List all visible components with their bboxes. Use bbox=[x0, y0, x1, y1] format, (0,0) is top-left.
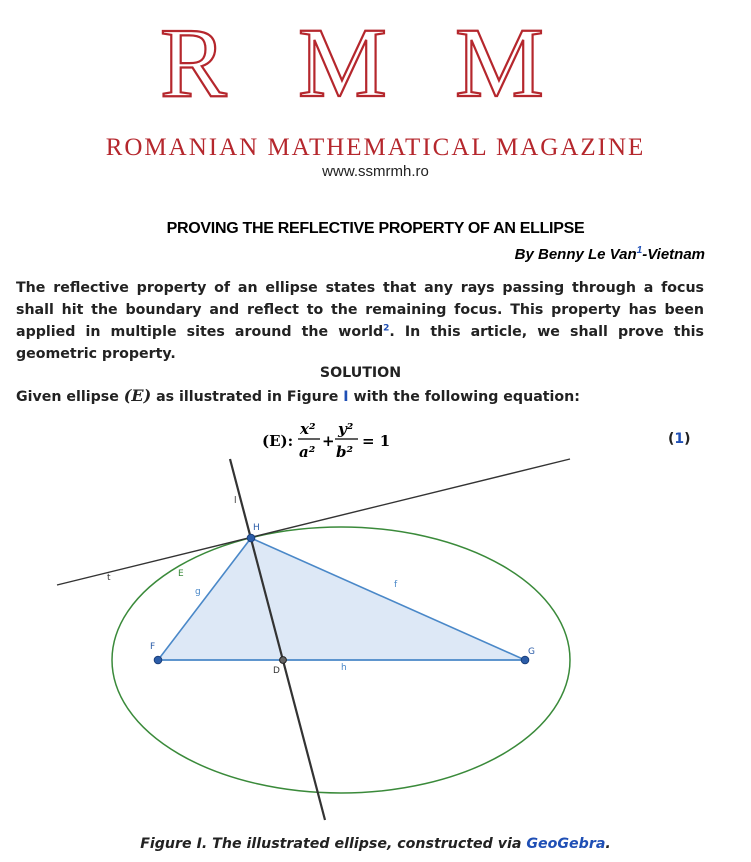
given-line bbox=[16, 386, 580, 405]
magazine-name: ROMANIAN MATHEMATICAL MAGAZINE bbox=[105, 134, 646, 161]
byline-author: By Benny Le Van bbox=[514, 246, 637, 263]
figure-caption bbox=[0, 836, 751, 852]
eq-den2: b² bbox=[336, 443, 354, 461]
solution-heading: SOLUTION bbox=[319, 365, 402, 381]
eq-paren-close: ) bbox=[684, 431, 691, 447]
label-g: g bbox=[195, 587, 201, 597]
eq-lhs: (E): bbox=[262, 432, 294, 450]
byline-country: -Vietnam bbox=[642, 246, 705, 263]
point-f bbox=[154, 656, 162, 664]
label-e: E bbox=[178, 569, 184, 579]
point-h bbox=[247, 534, 255, 542]
intro-paragraph bbox=[16, 277, 704, 365]
label-h-segment: h bbox=[341, 663, 347, 673]
point-g bbox=[521, 656, 529, 664]
geogebra-link[interactable]: GeoGebra bbox=[526, 836, 606, 852]
ellipse-symbol: (E) bbox=[123, 386, 152, 405]
label-t: t bbox=[107, 573, 111, 583]
intro-text-2: . In this article, we shall prove this geometric property. bbox=[16, 324, 704, 362]
given-text-2: as illustrated in Figure bbox=[151, 389, 344, 405]
triangle-fhg bbox=[158, 538, 525, 660]
eq-plus: + bbox=[322, 432, 335, 450]
rmm-logo bbox=[0, 0, 751, 110]
website-link[interactable]: www.ssmrmh.ro bbox=[322, 163, 429, 180]
logo-letter-m2: M bbox=[455, 7, 544, 110]
label-d: D bbox=[273, 666, 280, 676]
ellipse-figure bbox=[0, 440, 751, 835]
given-text-1: Given ellipse bbox=[16, 389, 124, 405]
label-h: H bbox=[253, 523, 260, 533]
eq-rhs: = 1 bbox=[362, 432, 391, 450]
label-f: f bbox=[394, 580, 398, 590]
label-l: l bbox=[234, 496, 237, 506]
point-d bbox=[280, 657, 287, 664]
eq-number[interactable]: 1 bbox=[674, 431, 685, 447]
caption-text: Figure I. The illustrated ellipse, constructed via bbox=[140, 836, 527, 852]
eq-num1: x² bbox=[300, 420, 316, 438]
article-title: PROVING THE REFLECTIVE PROPERTY OF AN ELLIPSE bbox=[166, 220, 585, 237]
given-text-3: with the following equation: bbox=[348, 389, 580, 405]
footnote-ref-1[interactable]: 1 bbox=[636, 245, 643, 256]
label-g-point: G bbox=[528, 647, 535, 657]
logo-letter-m1: M bbox=[298, 7, 387, 110]
footnote-ref-2[interactable]: 2 bbox=[383, 323, 390, 334]
figure-ref-link[interactable]: I bbox=[343, 389, 349, 405]
eq-den1: a² bbox=[299, 443, 316, 461]
eq-paren-open: ( bbox=[668, 431, 675, 447]
byline bbox=[515, 245, 705, 263]
label-f-point: F bbox=[150, 642, 156, 652]
caption-end: . bbox=[605, 836, 611, 852]
logo-letter-r: R bbox=[160, 7, 227, 110]
eq-num2: y² bbox=[338, 420, 354, 438]
intro-text-1: The reflective property of an ellipse states that any rays passing through a focus shall hit the boundary and reflect to the remaining focus. This property has been applied in multiple sites around the world bbox=[16, 280, 704, 340]
